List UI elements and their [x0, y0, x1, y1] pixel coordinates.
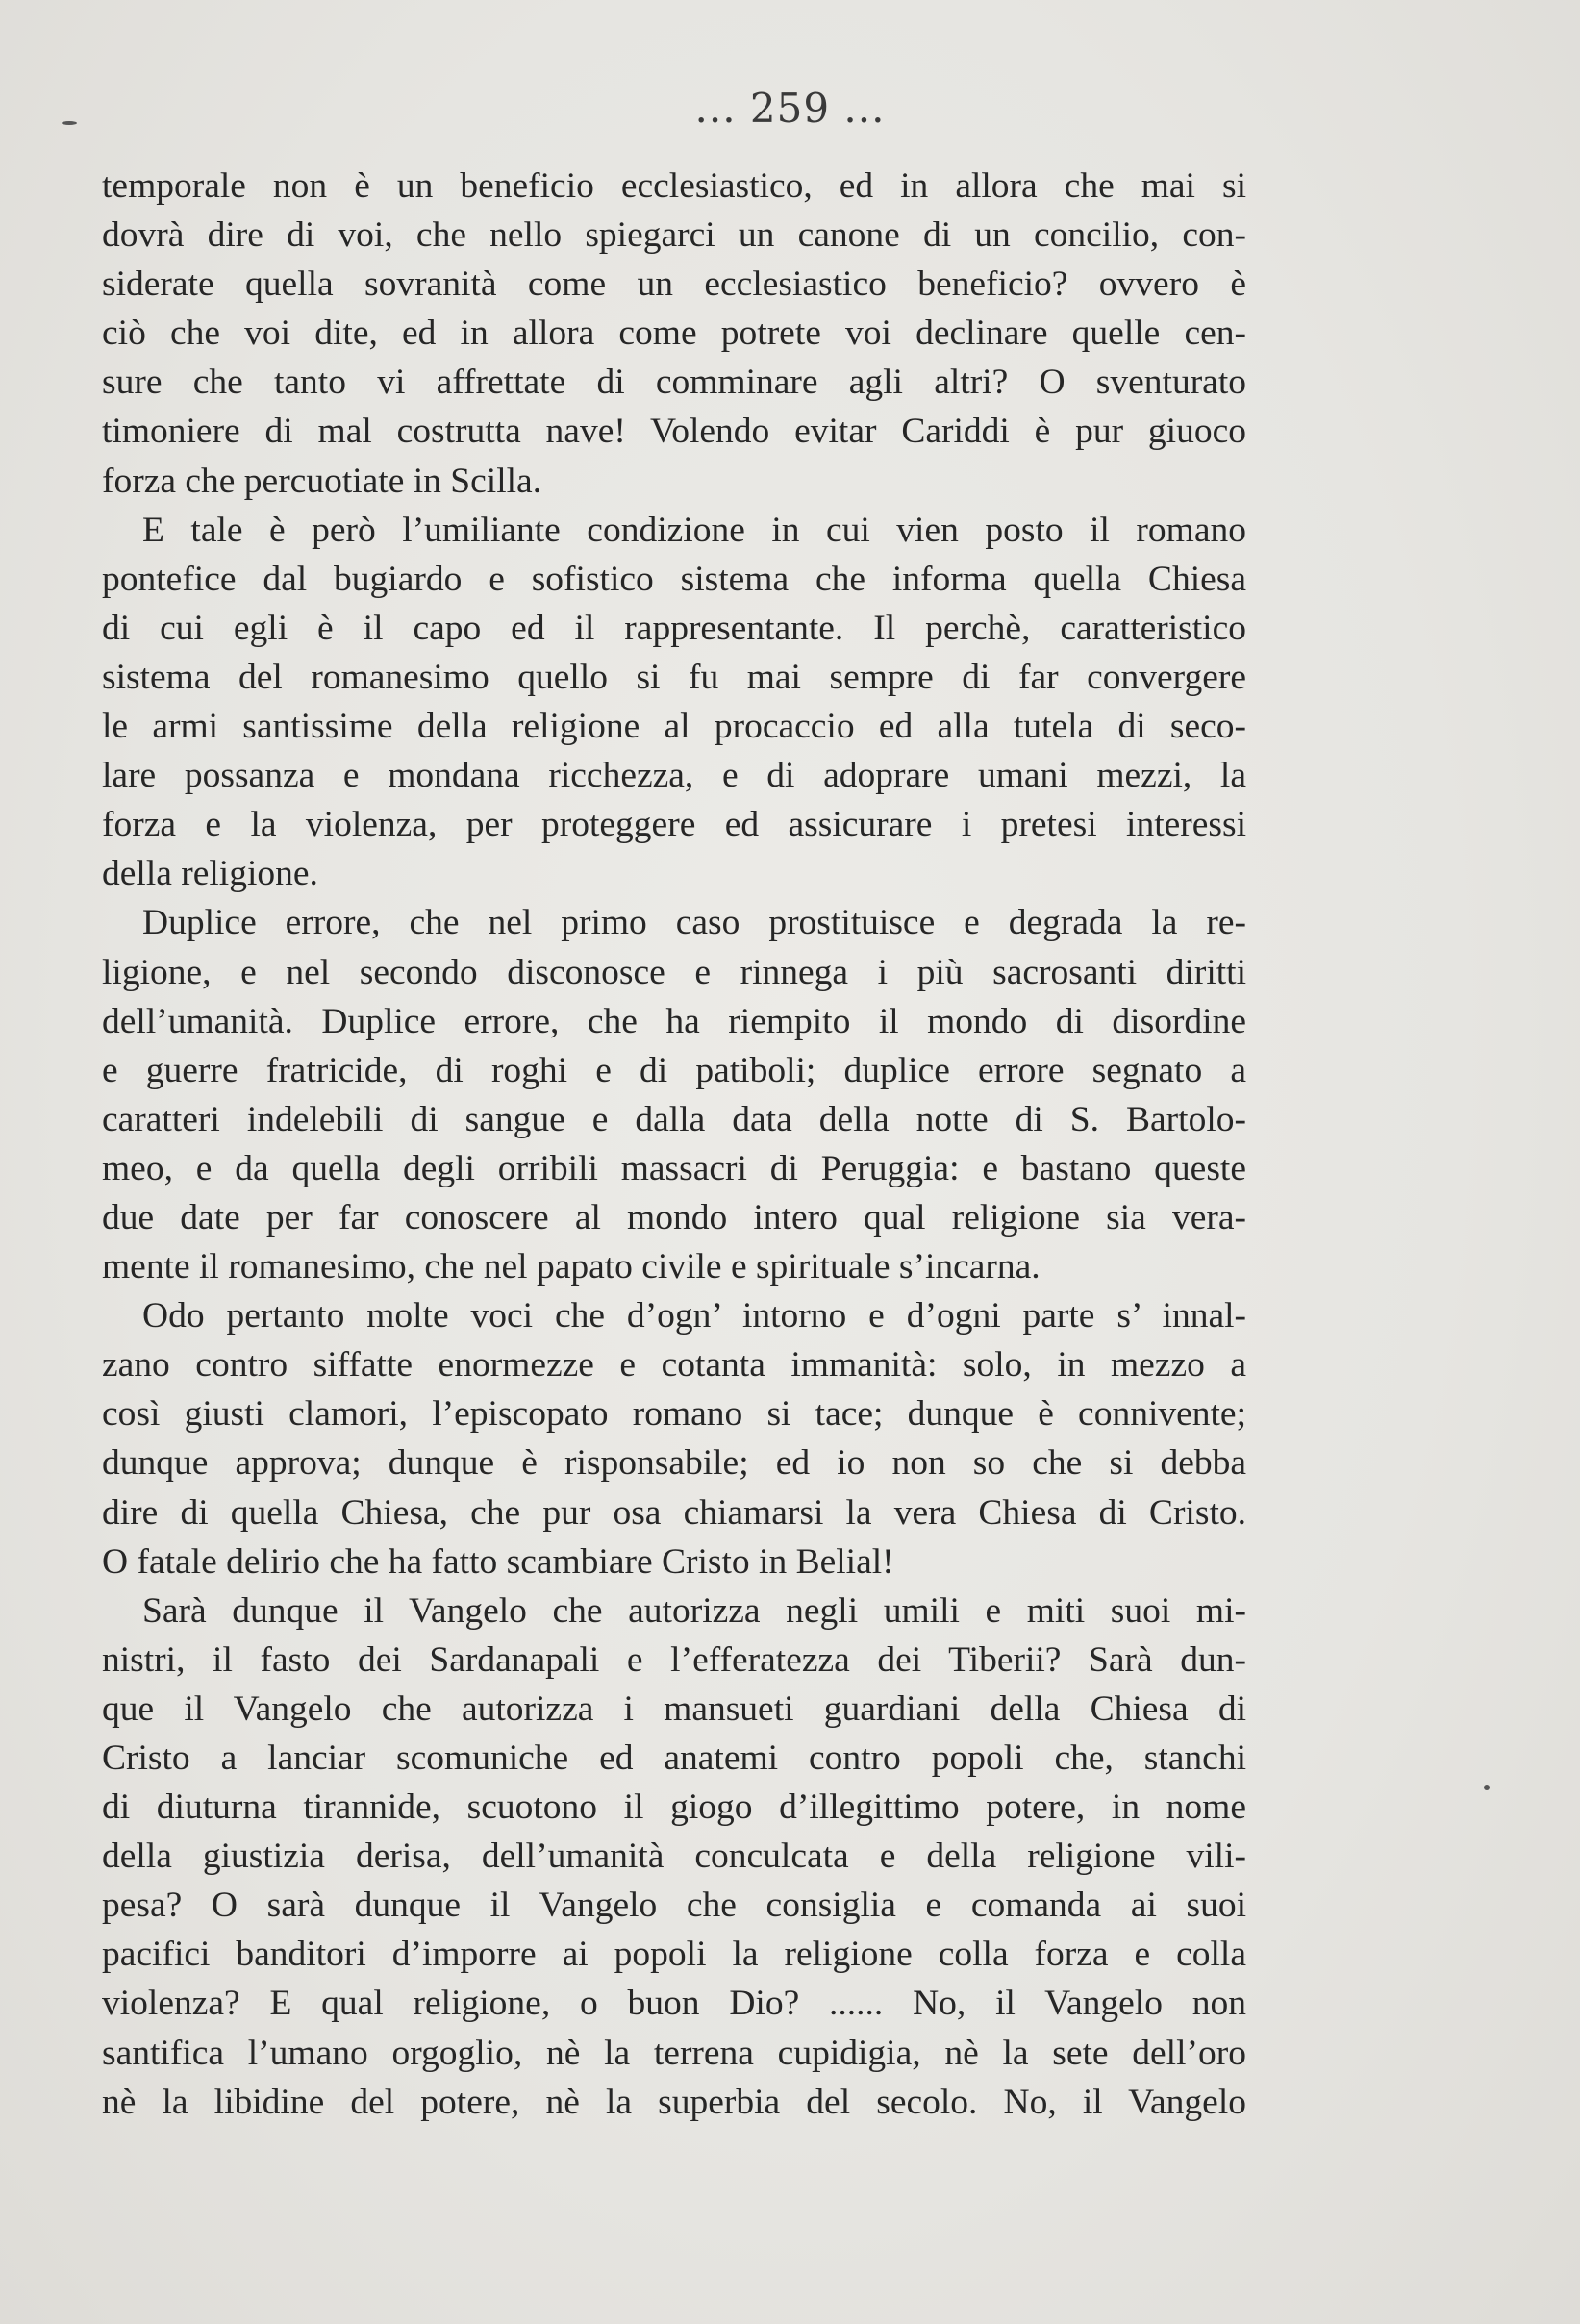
- text-line: zano contro siffatte enormezze e cotanta immanità: solo, in mezzo a: [102, 1345, 1246, 1386]
- text-line: così giusti clamori, l’episcopato romano si tace; dunque è connivente;: [102, 1394, 1246, 1435]
- text-line: della giustizia derisa, dell’umanità conculcata e della religione vili-: [102, 1837, 1246, 1877]
- text-line: pesa? O sarà dunque il Vangelo che consiglia e comanda ai suoi: [102, 1886, 1246, 1926]
- text-line: Cristo a lanciar scomuniche ed anatemi contro popoli che, stanchi: [102, 1738, 1246, 1778]
- text-line: dunque approva; dunque è risponsabile; ed io non so che si debba: [102, 1443, 1246, 1484]
- text-line: dell’umanità. Duplice errore, che ha riempito il mondo di disordine: [102, 1001, 1246, 1041]
- text-line: mente il romanesimo, che nel papato civile e spirituale s’incarna.: [102, 1247, 1041, 1287]
- text-line: temporale non è un beneficio ecclesiastico, ed in allora che mai si: [102, 166, 1246, 206]
- text-line: di diuturna tirannide, scuotono il giogo d’illegittimo potere, in nome: [102, 1787, 1246, 1828]
- text-line: dire di quella Chiesa, che pur osa chiamarsi la vera Chiesa di Cristo.: [102, 1492, 1246, 1533]
- text-line: nè la libidine del potere, nè la superbia del secolo. No, il Vangelo: [102, 2082, 1246, 2122]
- text-line: ligione, e nel secondo disconosce e rinnega i più sacrosanti diritti: [102, 952, 1246, 992]
- text-line: Odo pertanto molte voci che d’ogn’ intorno e d’ogni parte s’ innal-: [142, 1296, 1246, 1337]
- text-line: le armi santissime della religione al procaccio ed alla tutela di seco-: [102, 707, 1246, 747]
- text-line: due date per far conoscere al mondo intero qual religione sia vera-: [102, 1197, 1246, 1237]
- text-line: violenza? E qual religione, o buon Dio? ...... No, il Vangelo non: [102, 1984, 1246, 2024]
- text-line: di cui egli è il capo ed il rappresentante. Il perchè, caratteristico: [102, 608, 1246, 648]
- text-line: lare possanza e mondana ricchezza, e di adoprare umani mezzi, la: [102, 756, 1246, 796]
- body-text: [102, 162, 1246, 2127]
- text-line: E tale è però l’umiliante condizione in cui vien posto il romano: [142, 510, 1246, 550]
- text-line: sure che tanto vi affrettate di comminare agli altri? O sventurato: [102, 362, 1246, 403]
- text-line: timoniere di mal costrutta nave! Volendo evitar Cariddi è pur giuoco: [102, 412, 1246, 452]
- text-line: O fatale delirio che ha fatto scambiare Cristo in Belial!: [102, 1541, 894, 1582]
- text-line: meo, e da quella degli orribili massacri di Peruggia: e bastano queste: [102, 1148, 1246, 1188]
- page-number: ... 259 ...: [694, 85, 886, 132]
- ink-speck: [1484, 1785, 1490, 1790]
- text-line: ciò che voi dite, ed in allora come potrete voi declinare quelle cen-: [102, 313, 1246, 354]
- text-line: forza e la violenza, per proteggere ed assicurare i pretesi interessi: [102, 805, 1246, 845]
- text-line: siderate quella sovranità come un ecclesiastico beneficio? ovvero è: [102, 264, 1246, 305]
- text-line: caratteri indelebili di sangue e dalla data della notte di S. Bartolo-: [102, 1099, 1246, 1139]
- text-line: Sarà dunque il Vangelo che autorizza negli umili e miti suoi mi-: [142, 1590, 1246, 1631]
- text-line: pacifici banditori d’imporre ai popoli la religione colla forza e colla: [102, 1935, 1246, 1975]
- text-line: que il Vangelo che autorizza i mansueti guardiani della Chiesa di: [102, 1688, 1246, 1729]
- text-line: pontefice dal bugiardo e sofistico sistema che informa quella Chiesa: [102, 559, 1246, 599]
- text-line: forza che percuotiate in Scilla.: [102, 461, 542, 501]
- text-line: nistri, il fasto dei Sardanapali e l’efferatezza dei Tiberii? Sarà dun-: [102, 1639, 1246, 1680]
- text-line: della religione.: [102, 854, 318, 894]
- ink-speck: [62, 121, 77, 125]
- text-line: dovrà dire di voi, che nello spiegarci un canone di un concilio, con-: [102, 215, 1246, 256]
- text-line: e guerre fratricide, di roghi e di patiboli; duplice errore segnato a: [102, 1050, 1246, 1090]
- text-line: Duplice errore, che nel primo caso prostituisce e degrada la re-: [142, 903, 1246, 943]
- text-line: santifica l’umano orgoglio, nè la terrena cupidigia, nè la sete dell’oro: [102, 2033, 1246, 2073]
- text-line: sistema del romanesimo quello si fu mai sempre di far convergere: [102, 657, 1246, 697]
